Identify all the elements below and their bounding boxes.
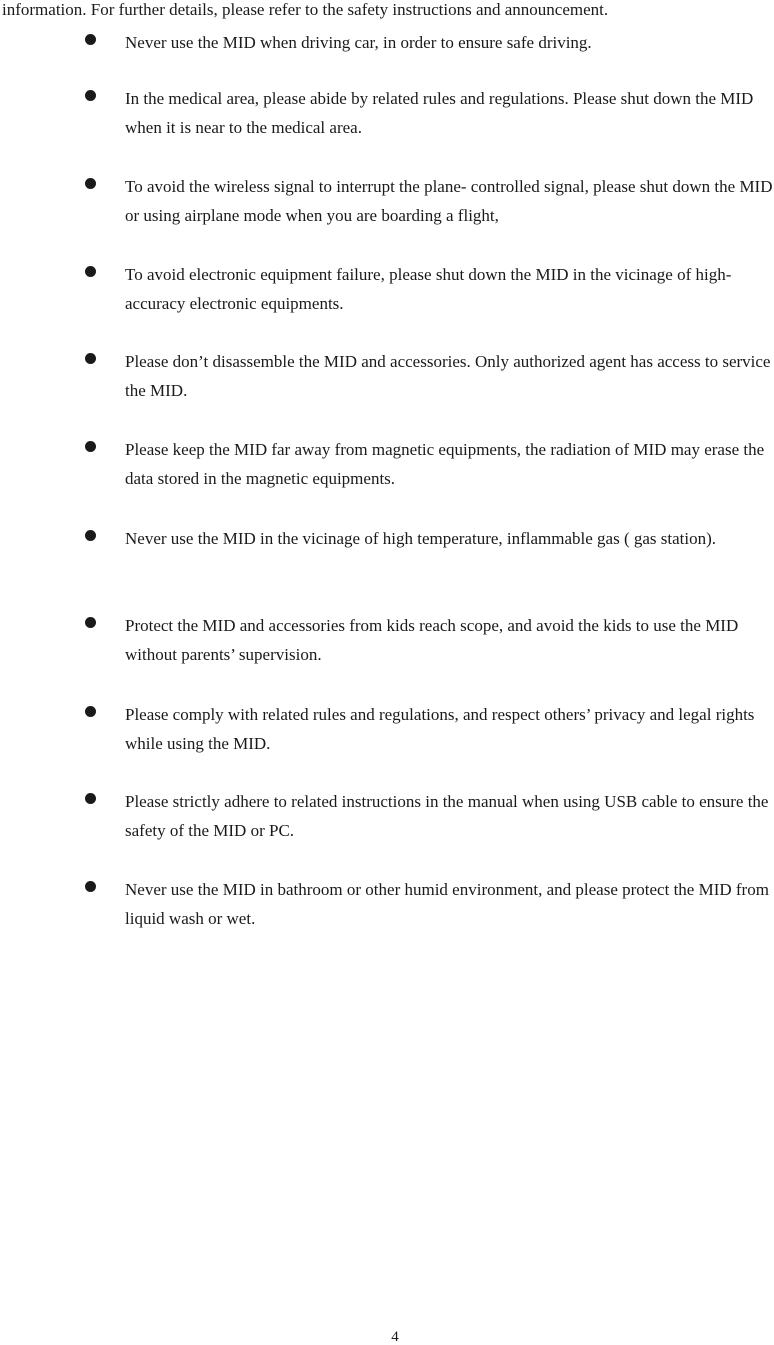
bullet-dot-icon	[85, 353, 96, 364]
bullet-dot-icon	[85, 90, 96, 101]
bullet-dot-icon	[85, 793, 96, 804]
intro-line: information. For further details, please refer to the safety instructions and announcement.	[2, 0, 609, 19]
bullet-dot-icon	[85, 881, 96, 892]
bullet-dot-icon	[85, 706, 96, 717]
page-number: 4	[391, 1329, 399, 1345]
bullet-dot-icon	[85, 441, 96, 452]
bullet-text: In the medical area, please abide by related rules and regulations. Please shut down the MID when it is near to the medical area.	[125, 89, 754, 137]
bullet-text: Protect the MID and accessories from kids reach scope, and avoid the kids to use the MID without parents’ supervision.	[125, 616, 739, 664]
bullet-text: Please strictly adhere to related instructions in the manual when using USB cable to ensure the safety of the MID or PC.	[125, 792, 769, 840]
bullet-dot-icon	[85, 266, 96, 277]
bullet-dot-icon	[85, 617, 96, 628]
bullet-text: To avoid the wireless signal to interrupt the plane- controlled signal, please shut down the MID or using airplane mode when you are boarding a flight,	[125, 177, 773, 225]
bullet-text: To avoid electronic equipment failure, please shut down the MID in the vicinage of high-accuracy electronic equipments.	[125, 265, 732, 313]
bullet-text: Please keep the MID far away from magnetic equipments, the radiation of MID may erase the data stored in the magnetic equipments.	[125, 440, 765, 488]
bullet-text: Please comply with related rules and regulations, and respect others’ privacy and legal rights while using the MID.	[125, 705, 755, 753]
bullet-text: Never use the MID in the vicinage of high temperature, inflammable gas ( gas station).	[125, 529, 717, 548]
bullet-dot-icon	[85, 530, 96, 541]
bullet-dot-icon	[85, 178, 96, 189]
bullet-text: Never use the MID in bathroom or other humid environment, and please protect the MID from liquid wash or wet.	[125, 880, 769, 928]
bullet-text: Please don’t disassemble the MID and accessories. Only authorized agent has access to service the MID.	[125, 352, 771, 400]
bullet-dot-icon	[85, 34, 96, 45]
bullet-text: Never use the MID when driving car, in order to ensure safe driving.	[125, 33, 592, 52]
